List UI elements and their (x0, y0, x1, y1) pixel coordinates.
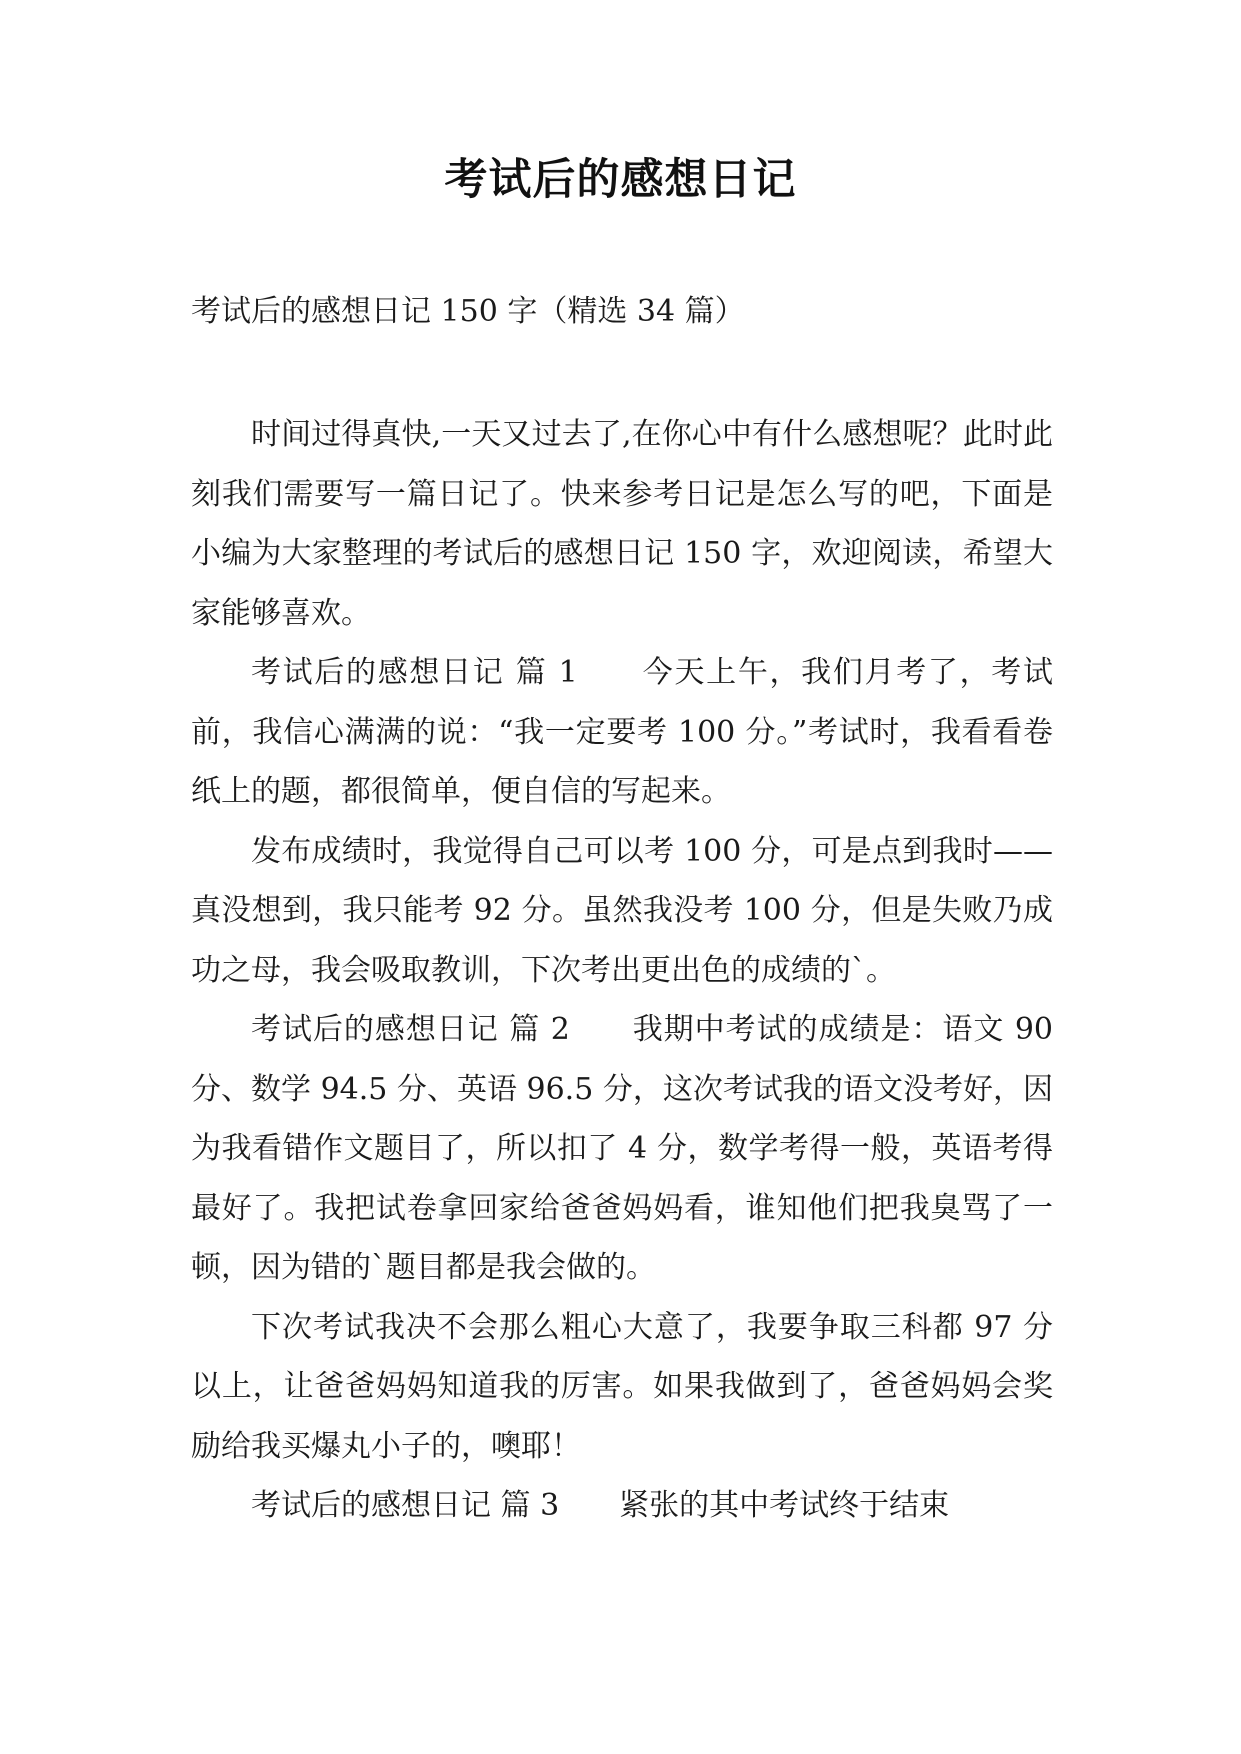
paragraph-entry-1: 考试后的感想日记 篇 1 今天上午，我们月考了，考试前，我信心满满的说：“我一定要考 100 分。”考试时，我看看卷纸上的题，都很简单，便自信的写起来。 (191, 655, 1053, 809)
paragraph-entry-2-continued: 下次考试我决不会那么粗心大意了，我要争取三科都 97 分以上，让爸爸妈妈知道我的厉害。如果我做到了，爸爸妈妈会奖励给我买爆丸小子的，噢耶！ (191, 1309, 1053, 1464)
paragraph-entry-3: 考试后的感想日记 篇 3 紧张的其中考试终于结束 (251, 1488, 950, 1523)
paragraph-entry-2: 考试后的感想日记 篇 2 我期中考试的成绩是：语文 90 分、数学 94.5 分、英语 96.5 分，这次考试我的语文没考好，因为我看错作文题目了，所以扣了 4 分，数学考得一般，英语考得最好了。我把试卷拿回家给爸爸妈妈看，谁知他们把我臭骂了一顿，因为错的`题目都是我会做的。 (191, 1012, 1053, 1285)
paragraph-entry-1-continued: 发布成绩时，我觉得自己可以考 100 分，可是点到我时——真没想到，我只能考 92 分。虽然我没考 100 分，但是失败乃成功之母，我会吸取教训，下次考出更出色的成绩的`。 (191, 833, 1053, 988)
document-subtitle: 考试后的感想日记 150 字（精选 34 篇） (191, 294, 745, 329)
paragraph-intro: 时间过得真快,一天又过去了,在你心中有什么感想呢？此时此刻我们需要写一篇日记了。快来参考日记是怎么写的吧，下面是小编为大家整理的考试后的感想日记 150 字，欢迎阅读，希望大家能够喜欢。 (191, 417, 1053, 631)
document-title: 考试后的感想日记 (444, 155, 797, 205)
document-body (191, 405, 1053, 1536)
